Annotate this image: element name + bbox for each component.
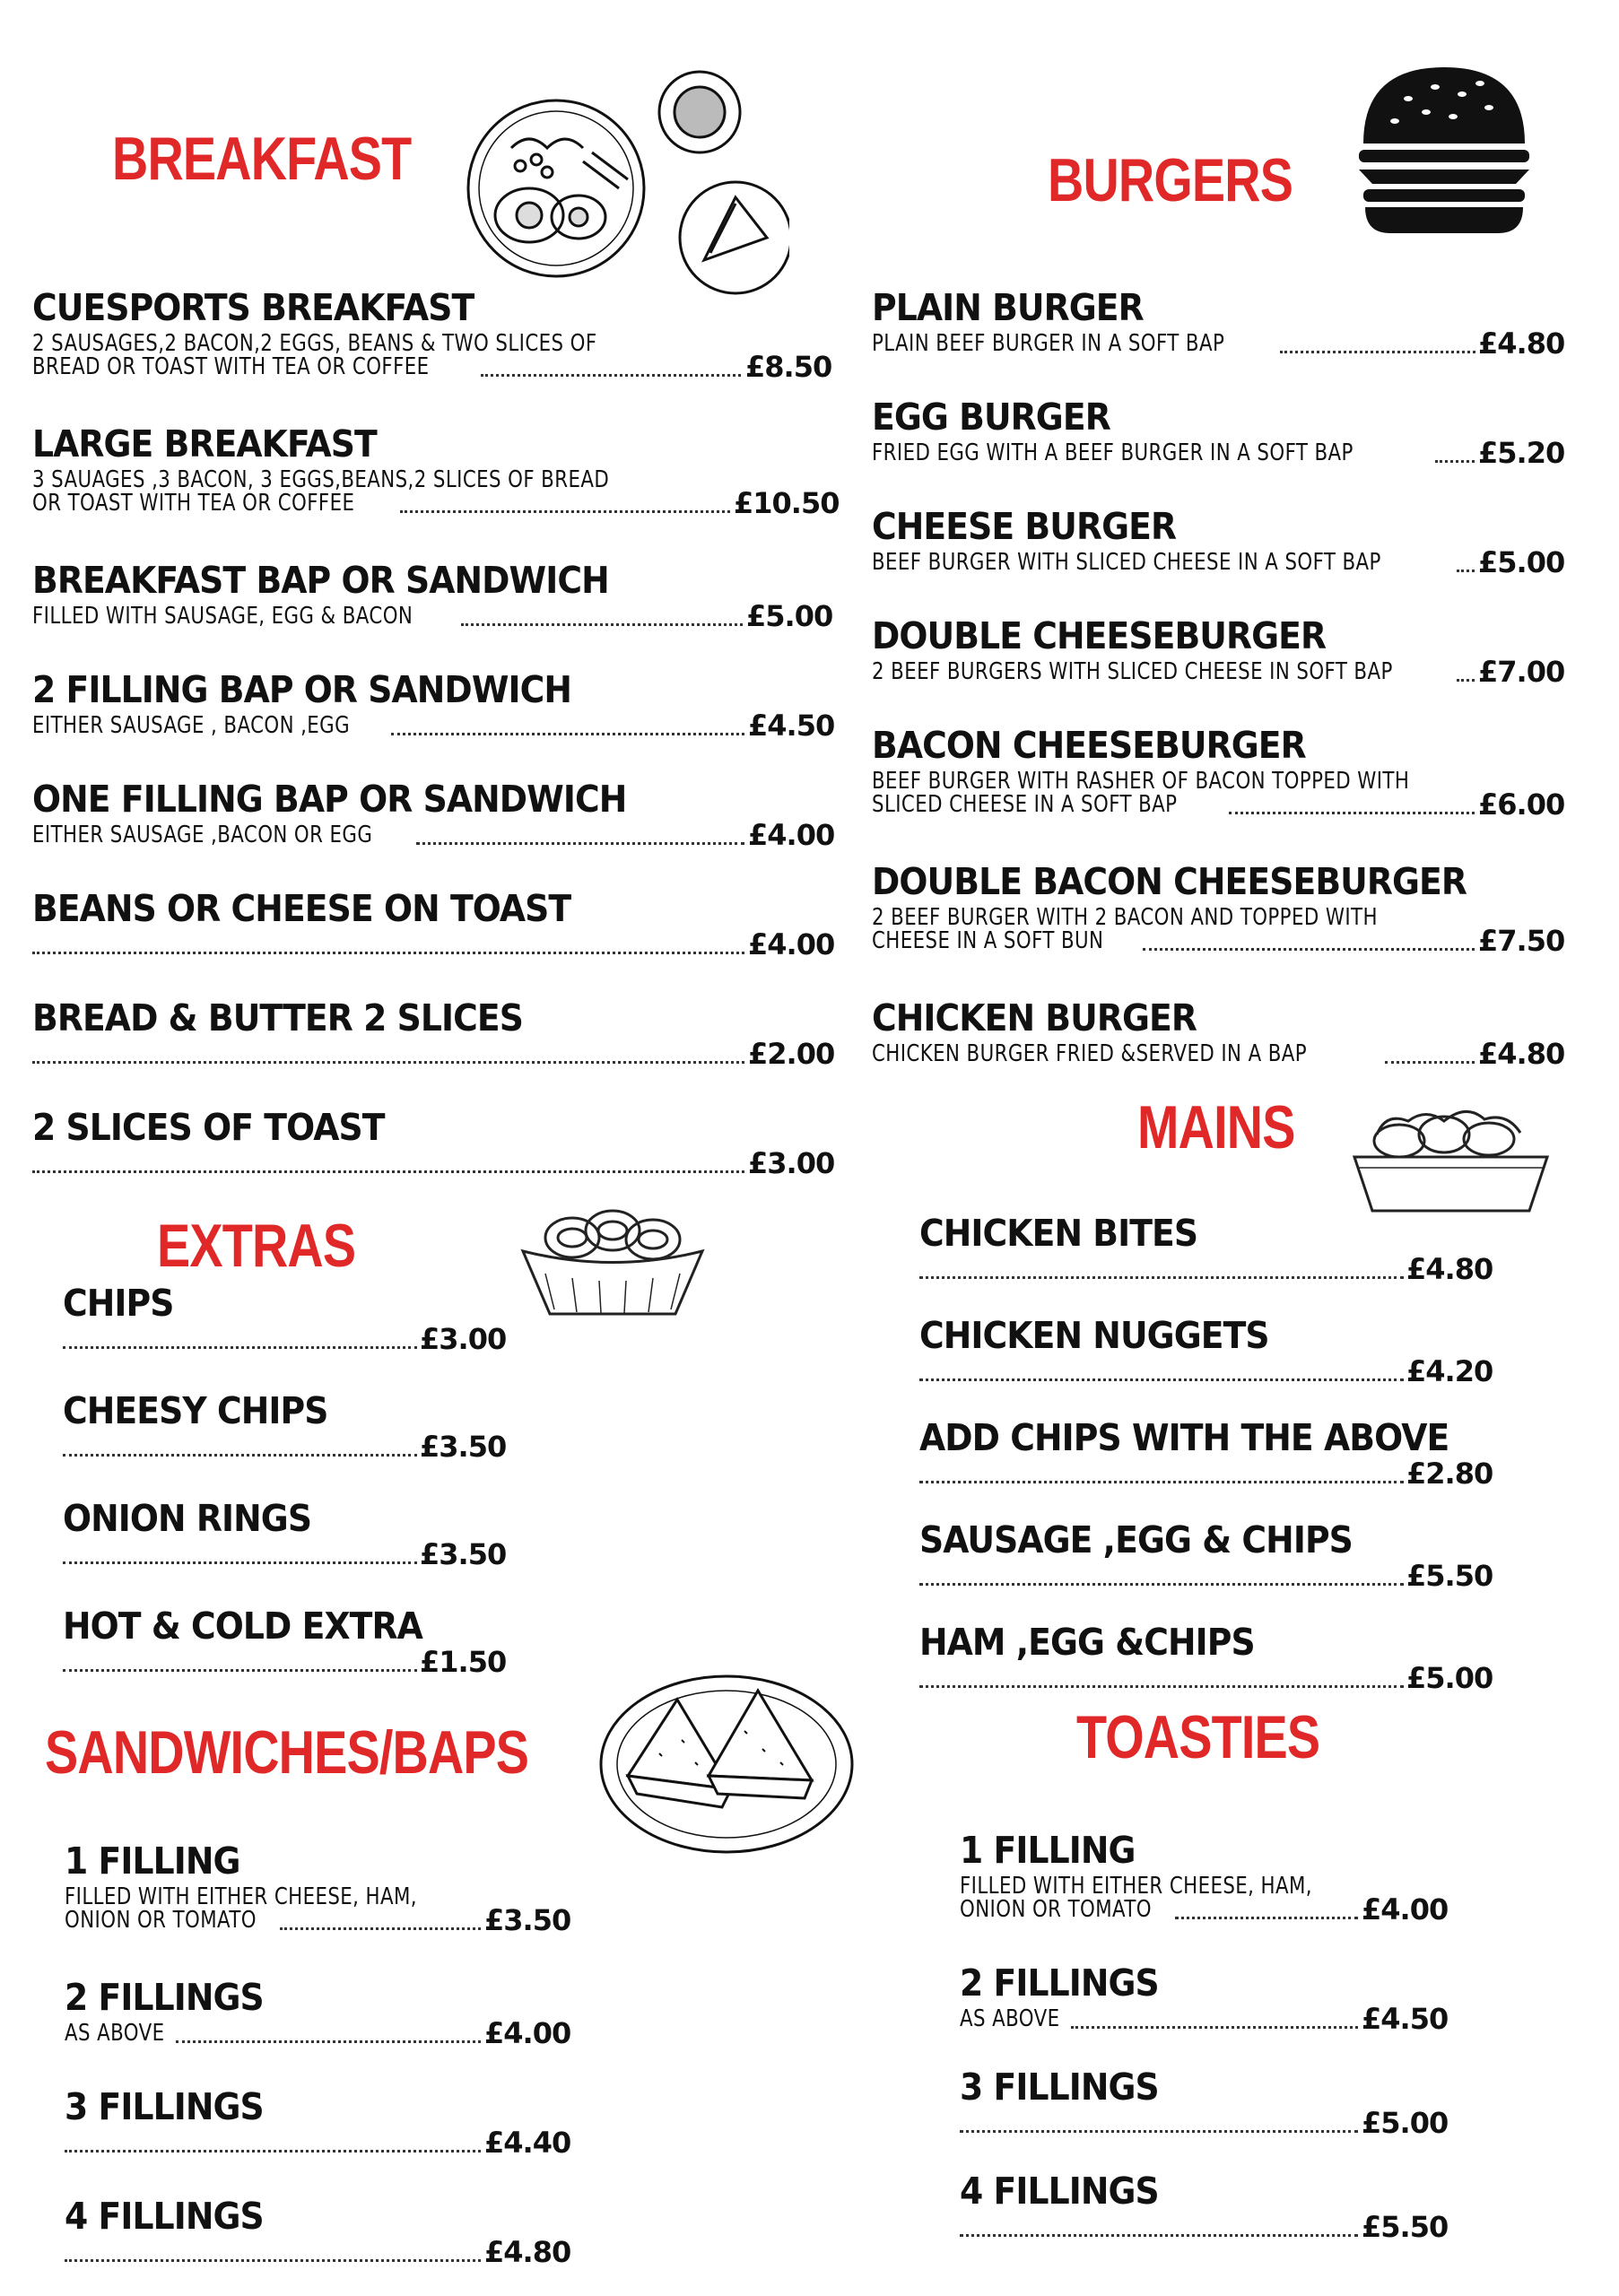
item-price: £4.20: [1406, 1354, 1493, 1388]
item-price: £5.00: [1406, 1661, 1493, 1695]
menu-item: [960, 2169, 1498, 2242]
item-price: £4.80: [1478, 326, 1565, 361]
menu-item: [65, 1839, 603, 1935]
menu-item: [919, 1415, 1493, 1489]
item-name: EGG BURGER: [872, 396, 1110, 439]
item-name: SAUSAGE ,EGG & CHIPS: [919, 1518, 1353, 1561]
menu-item: [960, 2065, 1498, 2138]
item-price: £4.50: [1362, 2002, 1449, 2036]
menu-item: [872, 723, 1589, 820]
item-name: HAM ,EGG &CHIPS: [919, 1621, 1255, 1664]
item-name: CHEESE BURGER: [872, 505, 1177, 548]
menu-item: [960, 1828, 1498, 1925]
menu-item: [872, 996, 1589, 1069]
menu-item: [32, 667, 835, 743]
item-description: FILLED WITH SAUSAGE, EGG & BACON: [32, 603, 413, 630]
mains-heading: MAINS: [1137, 1093, 1295, 1161]
item-price: £1.50: [420, 1645, 507, 1679]
menu-item: [32, 886, 835, 961]
item-price: £3.50: [420, 1537, 507, 1571]
item-name: 3 FILLINGS: [65, 2085, 264, 2128]
item-description: BEEF BURGER WITH RASHER OF BACON TOPPED WITH: [872, 768, 1410, 795]
item-name: 2 FILLINGS: [65, 1976, 264, 2019]
item-description: 2 BEEF BURGER WITH 2 BACON AND TOPPED WITH: [872, 904, 1378, 931]
menu-item: [872, 859, 1589, 956]
item-name: BREAD & BUTTER 2 SLICES: [32, 996, 523, 1039]
menu-item: [919, 1518, 1493, 1591]
menu-item: [63, 1281, 529, 1354]
burger-icon: [1345, 58, 1543, 238]
menu-item: [63, 1496, 529, 1570]
item-name: CHICKEN BURGER: [872, 996, 1197, 1039]
item-description: SLICED CHEESE IN A SOFT BAP: [872, 791, 1178, 818]
sandwich-plate-icon: [596, 1664, 857, 1857]
item-name: 3 FILLINGS: [960, 2066, 1159, 2109]
item-name: BREAKFAST BAP OR SANDWICH: [32, 559, 609, 602]
item-price: £2.00: [748, 1037, 835, 1071]
item-description: FILLED WITH EITHER CHEESE, HAM,: [65, 1883, 417, 1910]
chicken-nuggets-icon: [1350, 1094, 1552, 1220]
menu-item: [32, 996, 835, 1071]
item-price: £5.00: [746, 599, 833, 633]
menu-item: [872, 504, 1589, 578]
item-price: £5.00: [1478, 545, 1565, 579]
menu-item: [872, 395, 1589, 468]
item-description: 2 SAUSAGES,2 BACON,2 EGGS, BEANS & TWO SLICES OF: [32, 330, 597, 357]
item-name: CHIPS: [63, 1282, 174, 1325]
item-price: £3.50: [484, 1903, 571, 1937]
menu-item: [32, 558, 833, 633]
item-description: ONION OR TOMATO: [65, 1907, 257, 1934]
item-name: LARGE BREAKFAST: [32, 422, 377, 465]
item-description: EITHER SAUSAGE ,BACON OR EGG: [32, 822, 373, 848]
item-price: £4.40: [484, 2126, 571, 2160]
item-description: BREAD OR TOAST WITH TEA OR COFFEE: [32, 353, 430, 380]
menu-item: [63, 1604, 529, 1677]
item-price: £4.00: [748, 927, 835, 961]
item-price: £5.00: [1362, 2106, 1449, 2140]
item-price: £3.00: [748, 1146, 835, 1180]
item-price: £4.00: [484, 2016, 571, 2050]
item-name: ONION RINGS: [63, 1497, 312, 1540]
burgers-heading: BURGERS: [1048, 146, 1293, 214]
menu-item: [872, 285, 1589, 359]
menu-item: [32, 1105, 835, 1180]
item-description: EITHER SAUSAGE , BACON ,EGG: [32, 712, 351, 739]
item-name: 1 FILLING: [960, 1829, 1136, 1872]
menu-item: [919, 1211, 1493, 1284]
item-name: BEANS OR CHEESE ON TOAST: [32, 887, 571, 930]
item-name: BACON CHEESEBURGER: [872, 724, 1306, 767]
item-price: £4.00: [748, 818, 835, 852]
item-name: CHICKEN BITES: [919, 1212, 1198, 1255]
item-name: 4 FILLINGS: [65, 2195, 264, 2238]
item-price: £4.80: [1406, 1252, 1493, 1286]
item-name: 2 SLICES OF TOAST: [32, 1106, 385, 1149]
item-name: PLAIN BURGER: [872, 286, 1144, 329]
menu-item: [872, 613, 1589, 687]
item-description: FRIED EGG WITH A BEEF BURGER IN A SOFT BAP: [872, 439, 1354, 466]
menu-item: [32, 777, 835, 852]
menu-item: [65, 2084, 603, 2158]
item-description: BEEF BURGER WITH SLICED CHEESE IN A SOFT BAP: [872, 549, 1381, 576]
item-name: ADD CHIPS WITH THE ABOVE: [919, 1416, 1449, 1459]
item-price: £2.80: [1406, 1457, 1493, 1491]
item-price: £4.80: [484, 2235, 571, 2269]
menu-item: [32, 422, 840, 520]
item-price: £7.00: [1478, 655, 1565, 689]
sandwiches-heading: SANDWICHES/BAPS: [45, 1718, 529, 1787]
item-price: £3.00: [420, 1322, 507, 1356]
item-price: £8.50: [745, 350, 832, 384]
item-name: DOUBLE BACON CHEESEBURGER: [872, 860, 1467, 903]
item-price: £5.50: [1362, 2210, 1449, 2244]
menu-item: [919, 1620, 1493, 1693]
menu-item: [919, 1313, 1493, 1387]
item-description: FILLED WITH EITHER CHEESE, HAM,: [960, 1873, 1312, 1900]
item-name: 4 FILLINGS: [960, 2170, 1159, 2213]
item-name: DOUBLE CHEESEBURGER: [872, 614, 1327, 657]
item-price: £5.50: [1406, 1559, 1493, 1593]
item-description: 3 SAUAGES ,3 BACON, 3 EGGS,BEANS,2 SLICES OF BREAD: [32, 466, 610, 493]
menu-item: [65, 1975, 603, 2048]
item-price: £7.50: [1478, 924, 1565, 958]
toasties-heading: TOASTIES: [1076, 1703, 1320, 1771]
item-price: £3.50: [420, 1430, 507, 1464]
menu-item: [63, 1388, 529, 1462]
item-name: HOT & COLD EXTRA: [63, 1605, 422, 1648]
item-name: CHEESY CHIPS: [63, 1389, 328, 1432]
extras-heading: EXTRAS: [157, 1212, 356, 1280]
item-description: ONION OR TOMATO: [960, 1896, 1152, 1923]
item-description: CHEESE IN A SOFT BUN: [872, 927, 1104, 954]
item-description: PLAIN BEEF BURGER IN A SOFT BAP: [872, 330, 1225, 357]
item-price: £4.00: [1362, 1892, 1449, 1926]
breakfast-plate-icon: [457, 63, 789, 305]
item-name: 2 FILLING BAP OR SANDWICH: [32, 668, 572, 711]
menu-item: [65, 2194, 603, 2267]
item-name: CHICKEN NUGGETS: [919, 1314, 1269, 1357]
item-description: AS ABOVE: [960, 2005, 1060, 2032]
onion-rings-icon: [518, 1202, 707, 1318]
item-price: £5.20: [1478, 436, 1565, 470]
menu-item: [960, 1961, 1498, 2034]
item-name: CUESPORTS BREAKFAST: [32, 286, 474, 329]
item-description: OR TOAST WITH TEA OR COFFEE: [32, 490, 355, 517]
item-price: £6.00: [1478, 787, 1565, 822]
item-price: £4.50: [748, 709, 835, 743]
breakfast-heading: BREAKFAST: [112, 125, 412, 193]
item-description: 2 BEEF BURGERS WITH SLICED CHEESE IN SOFT BAP: [872, 658, 1393, 685]
item-price: £4.80: [1478, 1037, 1565, 1071]
item-description: CHICKEN BURGER FRIED &SERVED IN A BAP: [872, 1040, 1308, 1067]
item-name: 2 FILLINGS: [960, 1961, 1159, 2005]
item-name: ONE FILLING BAP OR SANDWICH: [32, 778, 627, 821]
item-description: AS ABOVE: [65, 2020, 165, 2047]
item-price: £10.50: [734, 486, 840, 520]
item-name: 1 FILLING: [65, 1839, 240, 1883]
